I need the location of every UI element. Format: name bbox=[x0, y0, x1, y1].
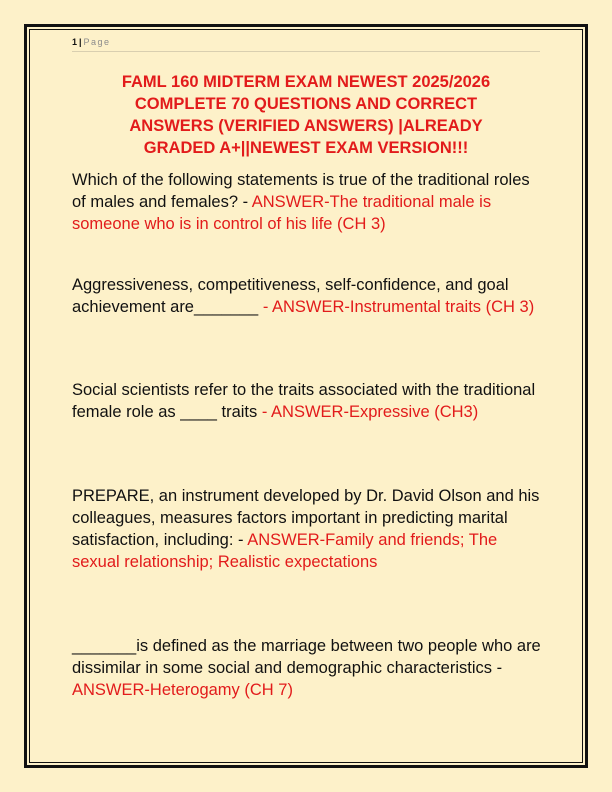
qa-item bbox=[72, 485, 542, 573]
answer-text: - ANSWER-Instrumental traits (CH 3) bbox=[262, 298, 535, 316]
question-text: Which of the following statements is true of the traditional roles of males and females? - bbox=[72, 171, 530, 211]
page-header bbox=[72, 37, 540, 52]
question-text: _______is defined as the marriage between two people who are dissimilar in some social and demographic characteristics - bbox=[72, 637, 541, 677]
title-line: FAML 160 MIDTERM EXAM NEWEST 2025/2026 bbox=[121, 73, 491, 91]
qa-item bbox=[72, 635, 542, 701]
answer-text: ANSWER-Heterogamy (CH 7) bbox=[72, 681, 293, 699]
qa-item bbox=[72, 274, 542, 318]
question-text: Social scientists refer to the traits associated with the traditional female role as ____ traits bbox=[72, 381, 536, 421]
question-text: Aggressiveness, competitiveness, self-confidence, and goal achievement are_______ bbox=[72, 276, 509, 316]
title-line: COMPLETE 70 QUESTIONS AND CORRECT bbox=[134, 95, 478, 113]
answer-text: ANSWER-Family and friends; The sexual relationship; Realistic expectations bbox=[72, 531, 498, 571]
title-line: ANSWERS (VERIFIED ANSWERS) |ALREADY bbox=[129, 117, 483, 135]
question-text: PREPARE, an instrument developed by Dr. David Olson and his colleagues, measures factors important in predicting marital satisfaction, including: - bbox=[72, 487, 540, 549]
qa-item bbox=[72, 169, 542, 235]
document-title bbox=[72, 71, 540, 159]
page-number: 1 bbox=[72, 37, 78, 47]
title-line: GRADED A+||NEWEST EXAM VERSION!!! bbox=[143, 139, 469, 157]
qa-item bbox=[72, 379, 542, 423]
answer-text: - ANSWER-Expressive (CH3) bbox=[261, 403, 479, 421]
page-separator: | bbox=[79, 37, 82, 47]
page-label: Page bbox=[83, 37, 111, 47]
answer-text: ANSWER-The traditional male is someone who is in control of his life (CH 3) bbox=[72, 193, 492, 233]
